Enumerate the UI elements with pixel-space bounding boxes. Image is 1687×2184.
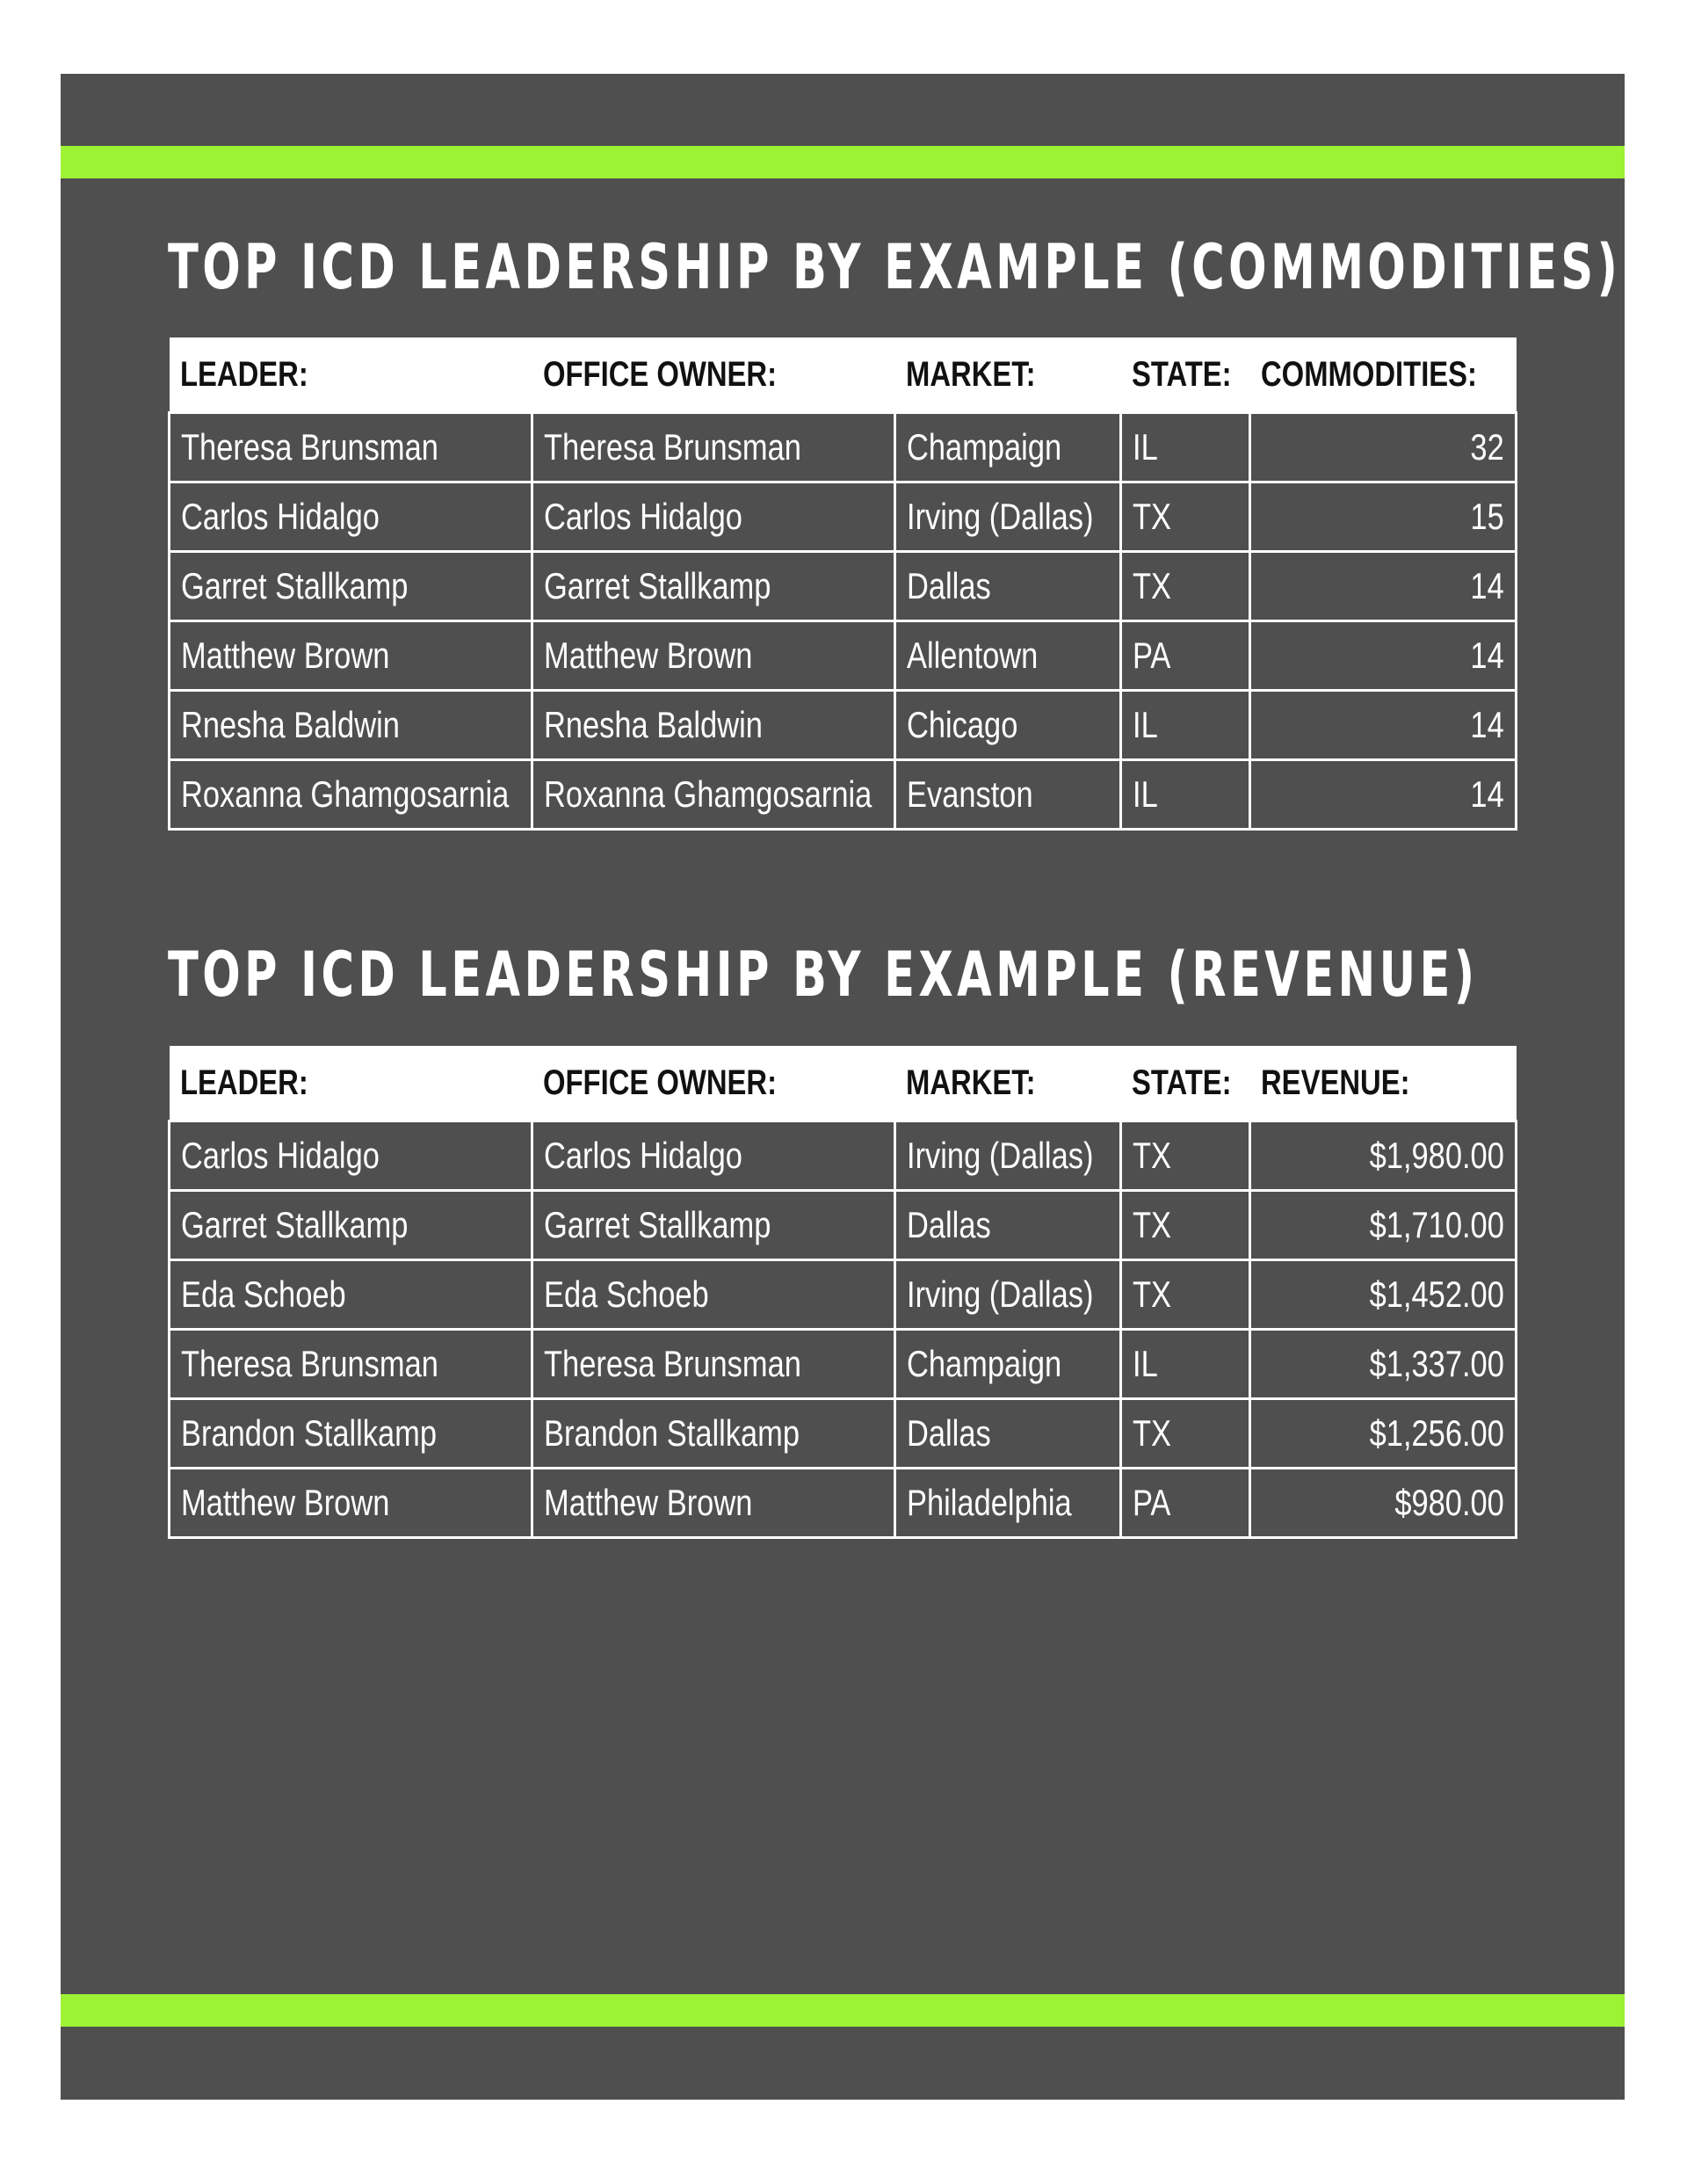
leader-cell: Eda Schoeb — [170, 1260, 532, 1330]
leader-cell: Carlos Hidalgo — [170, 483, 532, 552]
office-owner-cell: Roxanna Ghamgosarnia — [532, 760, 895, 830]
header-market: MARKET: — [895, 1046, 1121, 1121]
state-cell: TX — [1121, 1121, 1250, 1191]
leader-cell: Theresa Brunsman — [170, 413, 532, 483]
table-row — [170, 621, 1517, 691]
state-cell: PA — [1121, 621, 1250, 691]
revenue-cell: $1,710.00 — [1250, 1191, 1517, 1260]
office-owner-cell: Matthew Brown — [532, 1469, 895, 1538]
market-cell: Philadelphia — [895, 1469, 1121, 1538]
commodities-cell: 32 — [1250, 413, 1517, 483]
commodities-title: TOP ICD LEADERSHIP BY EXAMPLE (COMMODITIES) — [168, 231, 1622, 303]
leader-cell: Matthew Brown — [170, 1469, 532, 1538]
bottom-accent-stripe — [61, 1994, 1625, 2027]
office-owner-cell: Brandon Stallkamp — [532, 1399, 895, 1469]
commodities-cell: 14 — [1250, 691, 1517, 760]
market-cell: Evanston — [895, 760, 1121, 830]
market-cell: Irving (Dallas) — [895, 483, 1121, 552]
commodities-cell: 14 — [1250, 621, 1517, 691]
header-leader: LEADER: — [170, 337, 532, 413]
state-cell: PA — [1121, 1469, 1250, 1538]
header-office-owner: OFFICE OWNER: — [532, 1046, 895, 1121]
leader-cell: Rnesha Baldwin — [170, 691, 532, 760]
office-owner-cell: Garret Stallkamp — [532, 1191, 895, 1260]
office-owner-cell: Matthew Brown — [532, 621, 895, 691]
table-row — [170, 1469, 1517, 1538]
leader-cell: Garret Stallkamp — [170, 1191, 532, 1260]
office-owner-cell: Carlos Hidalgo — [532, 1121, 895, 1191]
state-cell: TX — [1121, 1260, 1250, 1330]
revenue-cell: $1,256.00 — [1250, 1399, 1517, 1469]
revenue-cell: $1,980.00 — [1250, 1121, 1517, 1191]
market-cell: Dallas — [895, 552, 1121, 621]
market-cell: Allentown — [895, 621, 1121, 691]
revenue-title: TOP ICD LEADERSHIP BY EXAMPLE (REVENUE) — [168, 939, 1479, 1011]
table-row — [170, 1121, 1517, 1191]
revenue-table — [168, 1046, 1517, 1539]
commodities-table — [168, 337, 1517, 831]
office-owner-cell: Garret Stallkamp — [532, 552, 895, 621]
table-header-row — [170, 1046, 1517, 1121]
commodities-cell: 14 — [1250, 552, 1517, 621]
market-cell: Irving (Dallas) — [895, 1121, 1121, 1191]
market-cell: Champaign — [895, 413, 1121, 483]
market-cell: Dallas — [895, 1399, 1121, 1469]
state-cell: TX — [1121, 483, 1250, 552]
market-cell: Chicago — [895, 691, 1121, 760]
page-sheet — [61, 74, 1625, 2100]
header-state: STATE: — [1121, 1046, 1250, 1121]
table-row — [170, 1260, 1517, 1330]
market-cell: Champaign — [895, 1330, 1121, 1399]
state-cell: IL — [1121, 1330, 1250, 1399]
table-row — [170, 691, 1517, 760]
office-owner-cell: Theresa Brunsman — [532, 1330, 895, 1399]
leader-cell: Carlos Hidalgo — [170, 1121, 532, 1191]
commodities-cell: 14 — [1250, 760, 1517, 830]
state-cell: IL — [1121, 760, 1250, 830]
top-accent-stripe — [61, 146, 1625, 178]
revenue-cell: $1,452.00 — [1250, 1260, 1517, 1330]
leader-cell: Matthew Brown — [170, 621, 532, 691]
market-cell: Dallas — [895, 1191, 1121, 1260]
table-row — [170, 1399, 1517, 1469]
revenue-cell: $980.00 — [1250, 1469, 1517, 1538]
commodities-cell: 15 — [1250, 483, 1517, 552]
table-row — [170, 483, 1517, 552]
header-revenue: REVENUE: — [1250, 1046, 1517, 1121]
state-cell: TX — [1121, 1399, 1250, 1469]
table-row — [170, 413, 1517, 483]
table-row — [170, 552, 1517, 621]
header-market: MARKET: — [895, 337, 1121, 413]
header-state: STATE: — [1121, 337, 1250, 413]
market-cell: Irving (Dallas) — [895, 1260, 1121, 1330]
header-office-owner: OFFICE OWNER: — [532, 337, 895, 413]
table-row — [170, 1330, 1517, 1399]
office-owner-cell: Theresa Brunsman — [532, 413, 895, 483]
revenue-cell: $1,337.00 — [1250, 1330, 1517, 1399]
office-owner-cell: Rnesha Baldwin — [532, 691, 895, 760]
state-cell: TX — [1121, 552, 1250, 621]
leader-cell: Brandon Stallkamp — [170, 1399, 532, 1469]
table-row — [170, 760, 1517, 830]
table-row — [170, 1191, 1517, 1260]
office-owner-cell: Eda Schoeb — [532, 1260, 895, 1330]
table-header-row — [170, 337, 1517, 413]
office-owner-cell: Carlos Hidalgo — [532, 483, 895, 552]
header-leader: LEADER: — [170, 1046, 532, 1121]
leader-cell: Garret Stallkamp — [170, 552, 532, 621]
state-cell: IL — [1121, 413, 1250, 483]
header-commodities: COMMODITIES: — [1250, 337, 1517, 413]
state-cell: IL — [1121, 691, 1250, 760]
leader-cell: Theresa Brunsman — [170, 1330, 532, 1399]
leader-cell: Roxanna Ghamgosarnia — [170, 760, 532, 830]
state-cell: TX — [1121, 1191, 1250, 1260]
